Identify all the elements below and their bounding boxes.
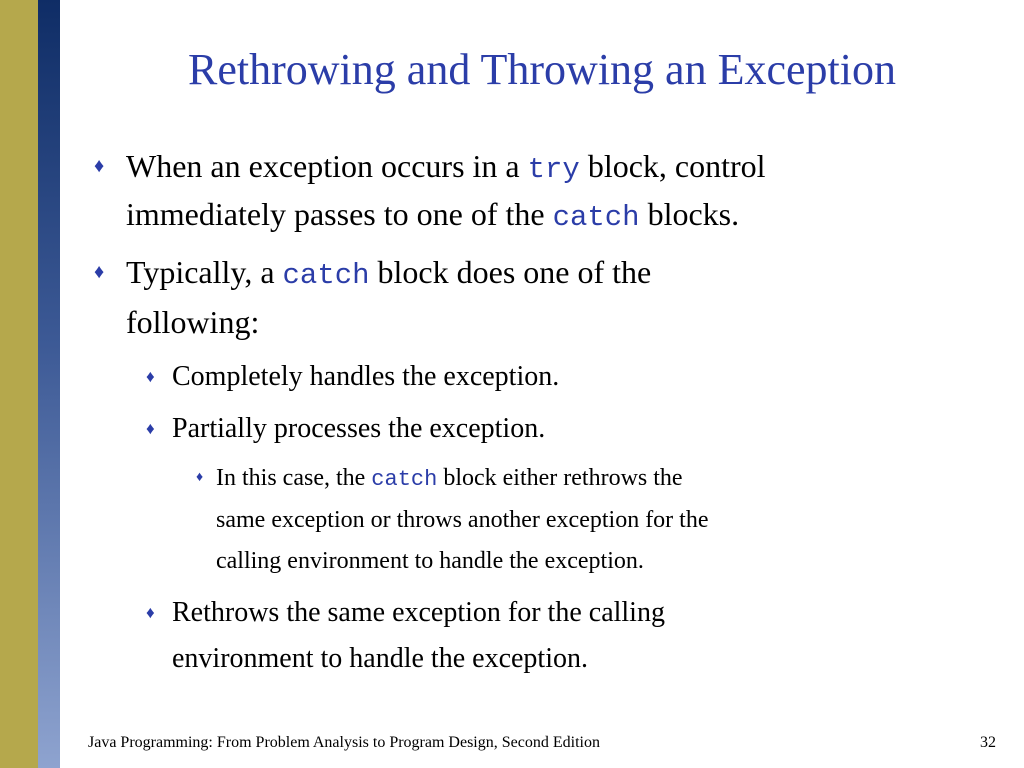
diamond-bullet-icon: ♦ — [196, 470, 204, 485]
diamond-bullet-icon: ♦ — [146, 603, 155, 622]
code-catch: catch — [371, 467, 438, 492]
diamond-bullet-icon: ♦ — [146, 367, 155, 386]
diamond-bullet-icon: ♦ — [146, 419, 155, 438]
sub-bullet-3-text-a: Rethrows the same exception for the calling — [172, 597, 665, 628]
code-catch: catch — [552, 201, 640, 234]
page-number: 32 — [980, 734, 996, 751]
code-catch: catch — [282, 259, 370, 292]
sub-bullet-1-text: Completely handles the exception. — [172, 361, 560, 392]
code-try: try — [527, 153, 580, 186]
bullet-1-line-2 — [126, 190, 739, 242]
sub-bullet-1 — [146, 354, 560, 399]
bullet-1-text-c: immediately passes to one of the — [126, 196, 553, 232]
bullet-1 — [94, 142, 766, 194]
sub-sub-bullet-text-a: In this case, the — [216, 465, 372, 491]
sub-sub-bullet-text-d: calling environment to handle the exception. — [216, 548, 644, 574]
bullet-2-line-2 — [126, 298, 259, 346]
sub-bullet-2 — [146, 406, 546, 451]
sub-bullet-3-text-b: environment to handle the exception. — [172, 643, 588, 674]
sub-bullet-2-text: Partially processes the exception. — [172, 413, 546, 444]
sub-sub-bullet-text-b: block either rethrows the — [437, 465, 683, 491]
diamond-bullet-icon: ♦ — [94, 261, 105, 283]
sub-sub-bullet-1 — [196, 457, 683, 501]
sub-sub-bullet-line-2 — [216, 499, 709, 541]
bullet-2-text-b: block does one of the — [369, 254, 652, 290]
slide-title: Rethrowing and Throwing an Exception — [188, 45, 896, 94]
sub-sub-bullet-line-3 — [216, 540, 644, 582]
sub-sub-bullet-text-c: same exception or throws another exception for the — [216, 507, 709, 533]
bullet-1-text-b: block, control — [579, 148, 766, 184]
diamond-bullet-icon: ♦ — [94, 155, 105, 177]
slide-footer: Java Programming: From Problem Analysis to Program Design, Second Edition — [88, 734, 600, 751]
bullet-1-text-d: blocks. — [639, 196, 740, 232]
bullet-2-text-c: following: — [126, 304, 260, 340]
sub-bullet-3 — [146, 590, 665, 635]
sub-bullet-3-line-2 — [172, 636, 588, 681]
bullet-2-text-a: Typically, a — [126, 254, 283, 290]
bullet-1-text-a: When an exception occurs in a — [126, 148, 528, 184]
bullet-2 — [94, 248, 652, 300]
